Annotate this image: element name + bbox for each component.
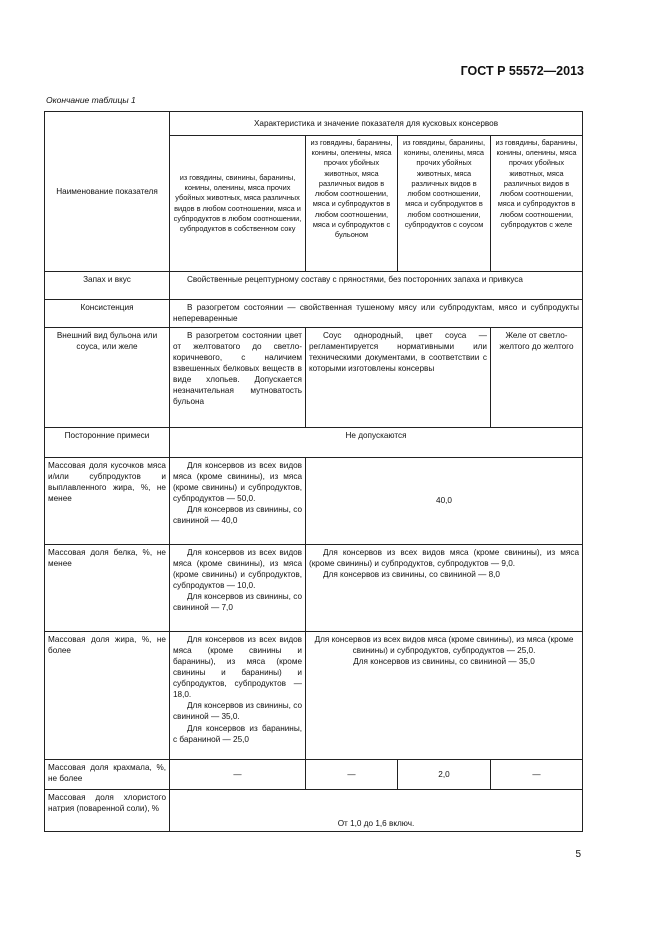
row-name-protein: Массовая доля белка, %, не менее bbox=[45, 545, 170, 632]
protein-other-pork: Для консервов из свинины, со свининой — 8,0 bbox=[323, 570, 500, 580]
specification-table bbox=[44, 111, 583, 832]
row-name-starch: Массовая доля крахмала, %, не более bbox=[45, 760, 170, 790]
fat-pork: Для консервов из свинины, со свининой — 35,0. bbox=[173, 701, 302, 722]
row-value-salt: От 1,0 до 1,6 включ. bbox=[170, 790, 583, 832]
standard-number: ГОСТ Р 55572—2013 bbox=[460, 64, 584, 78]
row-value-fat-col1 bbox=[170, 632, 306, 760]
header-product-3: из говядины, баранины, конины, оленины, мяса прочих убойных животных, мяса различных видов в любом соотношении, мяса и субпродуктов в любом соотношении, субпродуктов с соусом bbox=[398, 136, 491, 272]
row-value-starch-col2: — bbox=[306, 760, 398, 790]
row-value-appearance-broth: В разогретом состоянии цвет от желтоватого до светло-коричневого, с наличием взвешенных белковых веществ в виде хлопьев. Допускается незначительная мутноватость бульона bbox=[170, 328, 306, 428]
row-value-protein-other bbox=[306, 545, 583, 632]
row-value-impurities: Не допускаются bbox=[170, 428, 583, 458]
row-value-starch-col1: — bbox=[170, 760, 306, 790]
header-product-4: из говядины, баранины, конины, оленины, мяса прочих убойных животных, мяса различных видов в любом соотношении, мяса и субпродуктов в любом соотношении, субпродуктов с желе bbox=[491, 136, 583, 272]
header-product-1: из говядины, свинины, баранины, конины, оленины, мяса прочих убойных животных, мяса различных видов в любом соотношении, мяса и субпродуктов в любом соотношении, субпродуктов в собственном соку bbox=[170, 136, 306, 272]
row-value-fat-other bbox=[306, 632, 583, 760]
row-value-starch-col3: 2,0 bbox=[398, 760, 491, 790]
fat-all-meat: Для консервов из всех видов мяса (кроме свинины и баранины), из мяса (кроме свинины и баранины) и субпродуктов, субпродуктов — 18,0. bbox=[173, 635, 302, 700]
fat-mutton: Для консервов из баранины, с бараниной — 25,0 bbox=[173, 723, 302, 744]
protein-other-all-meat: Для консервов из всех видов мяса (кроме свинины), из мяса (кроме свинины) и субпродуктов, субпродуктов — 9,0. bbox=[309, 548, 579, 569]
row-value-smell: Свойственные рецептурному составу с пряностями, без посторонних запаха и привкуса bbox=[170, 272, 583, 300]
fat-other-all-meat: Для консервов из всех видов мяса (кроме свинины), из мяса (кроме свинины) и субпродуктов, субпродуктов — 25,0. bbox=[314, 635, 574, 656]
row-value-appearance-jelly: Желе от светло-желтого до желтого bbox=[491, 328, 583, 428]
row-value-meat-fat-other: 40,0 bbox=[306, 458, 583, 545]
row-name-impurities: Посторонние примеси bbox=[45, 428, 170, 458]
header-group: Характеристика и значение показателя для кусковых консервов bbox=[170, 112, 583, 136]
page-number: 5 bbox=[575, 849, 581, 860]
row-value-consistency: В разогретом состоянии — свойственная тушеному мясу или субпродуктам, мясо и субпродукты непереваренные bbox=[170, 300, 583, 328]
protein-all-meat: Для консервов из всех видов мяса (кроме свинины), из мяса (кроме свинины) и субпродуктов, субпродуктов — 10,0. bbox=[173, 548, 302, 591]
row-name-meat-fat: Массовая доля кусочков мяса и/или субпродуктов и выплавленного жира, %, не менее bbox=[45, 458, 170, 545]
meat-fat-all-meat: Для консервов из всех видов мяса (кроме свинины), из мяса (кроме свинины) и субпродуктов, субпродуктов — 50,0. bbox=[173, 461, 302, 504]
fat-other-pork: Для консервов из свинины, со свининой — 35,0 bbox=[353, 657, 535, 667]
row-name-consistency: Консистенция bbox=[45, 300, 170, 328]
header-product-2: из говядины, баранины, конины, оленины, мяса прочих убойных животных, мяса различных видов в любом соотношении, мяса и субпродуктов в любом соотношении, мяса и субпродуктов с бульоном bbox=[306, 136, 398, 272]
row-name-appearance: Внешний вид бульона или соуса, или желе bbox=[45, 328, 170, 428]
table-caption: Окончание таблицы 1 bbox=[46, 95, 136, 105]
row-value-appearance-sauce: Соус однородный, цвет соуса — регламентируется нормативными или техническими документами, в соответствии с которыми изготовлены консервы bbox=[306, 328, 491, 428]
meat-fat-pork: Для консервов из свинины, со свининой — 40,0 bbox=[173, 505, 302, 526]
protein-pork: Для консервов из свинины, со свининой — 7,0 bbox=[173, 592, 302, 613]
row-name-smell: Запах и вкус bbox=[45, 272, 170, 300]
row-value-meat-fat-col1 bbox=[170, 458, 306, 545]
header-indicator-name: Наименование показателя bbox=[45, 112, 170, 272]
row-name-salt: Массовая доля хлористого натрия (поваренной соли), % bbox=[45, 790, 170, 832]
row-value-protein-col1 bbox=[170, 545, 306, 632]
row-name-fat: Массовая доля жира, %, не более bbox=[45, 632, 170, 760]
row-value-starch-col4: — bbox=[491, 760, 583, 790]
